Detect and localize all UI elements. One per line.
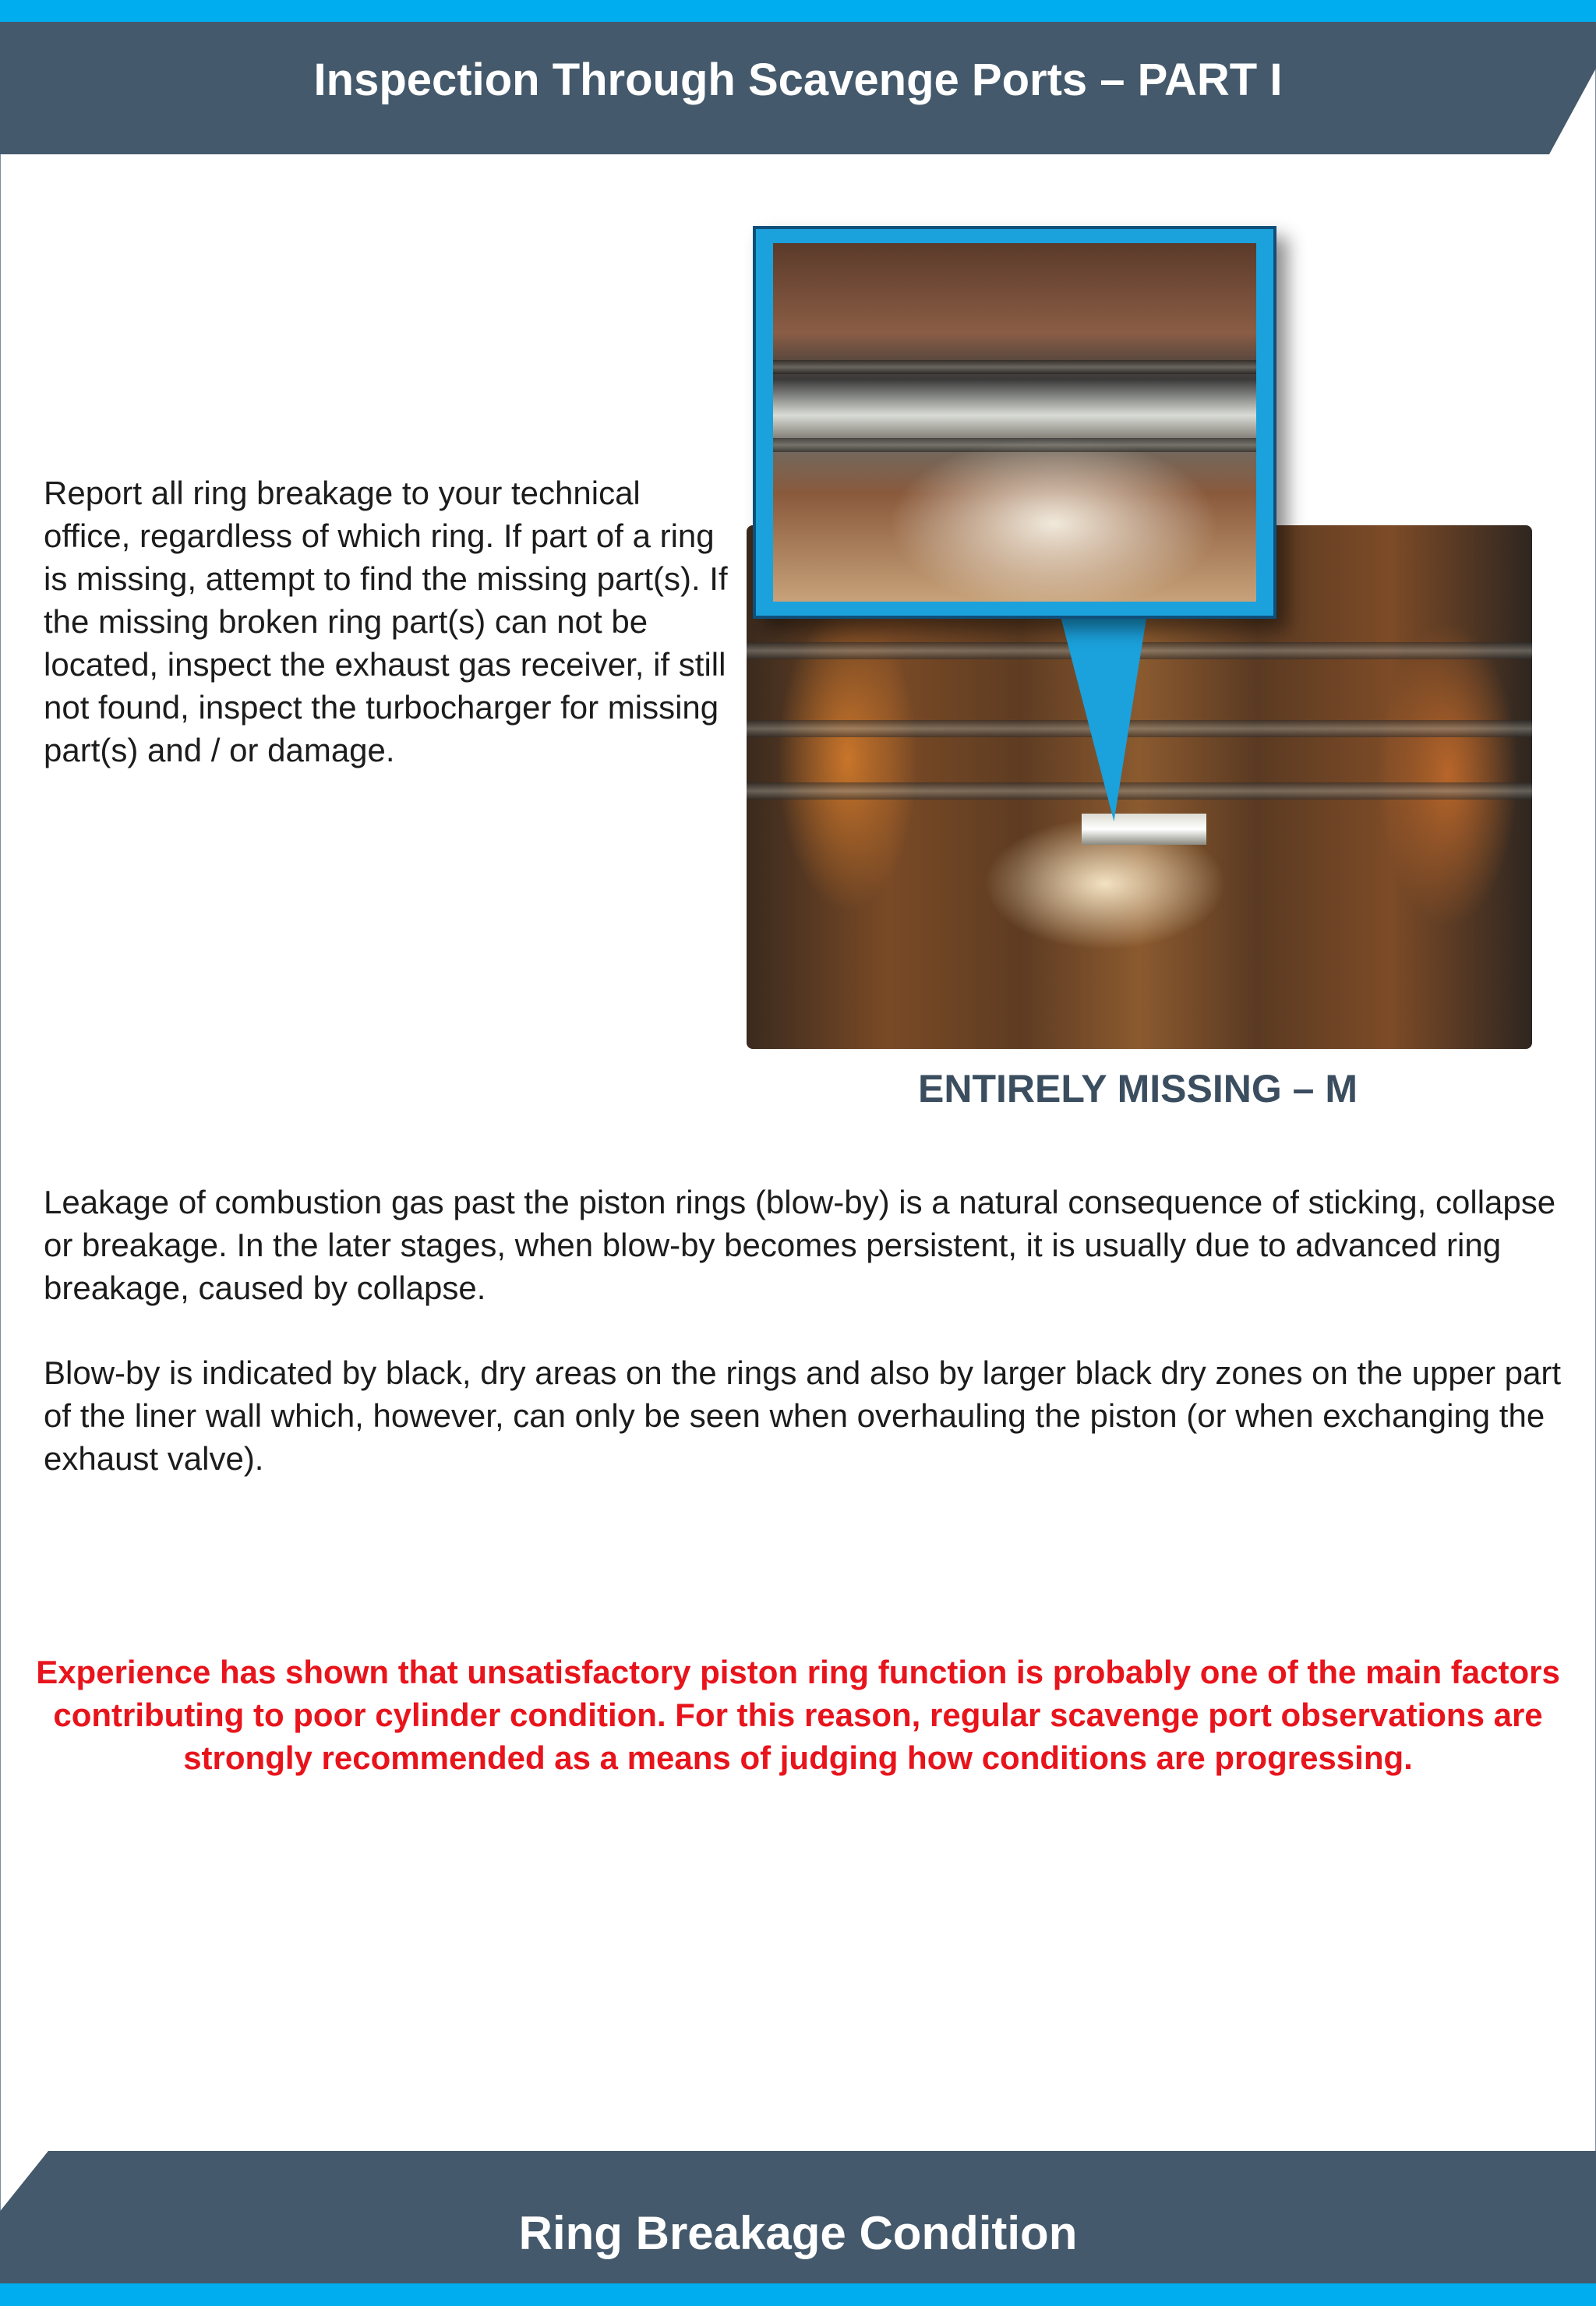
missing-ring-gap [1082, 814, 1206, 845]
zoomed-ring-photo [773, 243, 1256, 602]
page-title: Inspection Through Scavenge Ports – PART I [313, 54, 1283, 105]
top-accent-strip [0, 0, 1596, 22]
ring-groove [747, 782, 1532, 800]
bottom-accent-strip [0, 2283, 1596, 2306]
ring-groove [747, 720, 1532, 737]
blow-by-cause-paragraph: Leakage of combustion gas past the piston rings (blow-by) is a natural consequence of sticking, collapse or breakage. In the later stages, when blow-by becomes persistent, it is usually due to advanced ring breakage, caused by collapse. [44, 1184, 1556, 1306]
blow-by-indication-paragraph: Blow-by is indicated by black, dry areas on the rings and also by larger black dry zones on the upper part of the liner wall which, however, can only be seen when overhauling the piston (or when exchanging the exhaust valve). [44, 1354, 1562, 1477]
ring-breakage-paragraph: Report all ring breakage to your technical office, regardless of which ring. If part of a ring is missing, attempt to find the missing part(s). If the missing broken ring part(s) can not be located, inspect the exhaust gas receiver, if still not found, inspect the turbocharger for missing part(s) and / or damage. [44, 475, 728, 768]
ring-groove [773, 438, 1256, 452]
figure-caption: ENTIRELY MISSING – M [917, 1067, 1358, 1111]
warning-note: Experience has shown that unsatisfactory piston ring function is probably one of the main factors contributing to poor cylinder condition. For this reason, regular scavenge port observations are strongly recommended as a means of judging how conditions are progressing. [36, 1654, 1560, 1776]
ring-groove [773, 360, 1256, 374]
zoom-callout-frame [753, 226, 1276, 619]
footer-title: Ring Breakage Condition [518, 2206, 1078, 2259]
